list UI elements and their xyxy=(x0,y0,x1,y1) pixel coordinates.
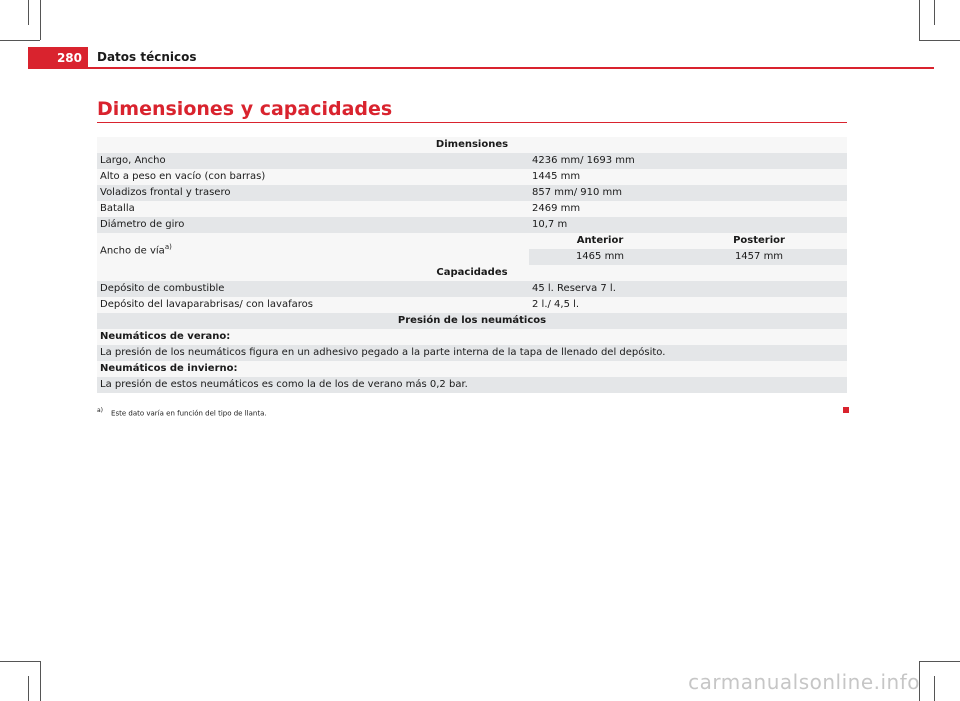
crop-mark xyxy=(0,661,40,662)
winter-text: La presión de estos neumáticos es como la de los de verano más 0,2 bar. xyxy=(97,377,847,393)
table-row xyxy=(97,185,847,201)
section-rule xyxy=(97,122,847,123)
table-row xyxy=(97,377,847,393)
table-row xyxy=(97,281,847,297)
header-rule xyxy=(28,67,934,69)
dimensions-header: Dimensiones xyxy=(97,137,847,153)
table-row xyxy=(97,169,847,185)
tyre-header-row xyxy=(97,313,847,329)
end-of-section-mark xyxy=(843,407,849,413)
crop-mark xyxy=(28,0,29,25)
table-row xyxy=(97,217,847,233)
watermark: carmanualsonline.info xyxy=(688,670,920,694)
table-row xyxy=(97,329,847,345)
track-rear-value: 1457 mm xyxy=(671,249,847,265)
footnote-ref: a) xyxy=(164,242,172,251)
row-value: 857 mm/ 910 mm xyxy=(529,185,847,201)
row-value: 1445 mm xyxy=(529,169,847,185)
row-value: 2 l./ 4,5 l. xyxy=(529,297,847,313)
crop-mark xyxy=(28,676,29,701)
table-row xyxy=(97,201,847,217)
crop-mark xyxy=(0,40,40,41)
summer-title: Neumáticos de verano: xyxy=(97,329,847,345)
row-value: 4236 mm/ 1693 mm xyxy=(529,153,847,169)
crop-mark xyxy=(919,0,920,40)
crop-mark xyxy=(919,40,960,41)
footnote xyxy=(97,407,267,417)
crop-mark xyxy=(40,661,41,701)
track-label-cell xyxy=(97,233,529,265)
dimensions-header-row xyxy=(97,137,847,153)
track-front-header: Anterior xyxy=(529,233,671,249)
crop-mark xyxy=(40,0,41,40)
section-title: Dimensiones y capacidades xyxy=(97,98,393,120)
crop-mark xyxy=(919,661,960,662)
winter-title: Neumáticos de invierno: xyxy=(97,361,847,377)
table-row xyxy=(97,297,847,313)
row-label: Batalla xyxy=(97,201,529,217)
row-label: Largo, Ancho xyxy=(97,153,529,169)
row-value: 2469 mm xyxy=(529,201,847,217)
track-rear-header: Posterior xyxy=(671,233,847,249)
track-front-value: 1465 mm xyxy=(529,249,671,265)
spec-table xyxy=(97,137,847,393)
capacities-header-row xyxy=(97,265,847,281)
row-label: Depósito del lavaparabrisas/ con lavafaros xyxy=(97,297,529,313)
table-row xyxy=(97,345,847,361)
table-row xyxy=(97,153,847,169)
track-label: Ancho de vía xyxy=(100,245,165,257)
track-row xyxy=(97,233,847,249)
page-number: 280 xyxy=(28,47,88,68)
tyre-header: Presión de los neumáticos xyxy=(97,313,847,329)
table-row xyxy=(97,361,847,377)
header-title: Datos técnicos xyxy=(97,50,197,64)
row-value: 45 l. Reserva 7 l. xyxy=(529,281,847,297)
footnote-text: Este dato varía en función del tipo de llanta. xyxy=(111,409,267,418)
crop-mark xyxy=(934,0,935,25)
capacities-header: Capacidades xyxy=(97,265,847,281)
row-label: Voladizos frontal y trasero xyxy=(97,185,529,201)
row-value: 10,7 m xyxy=(529,217,847,233)
summer-text: La presión de los neumáticos figura en un adhesivo pegado a la parte interna de la tapa de llenado del depósito. xyxy=(97,345,847,361)
footnote-mark: a) xyxy=(97,407,104,414)
row-label: Alto a peso en vacío (con barras) xyxy=(97,169,529,185)
row-label: Depósito de combustible xyxy=(97,281,529,297)
row-label: Diámetro de giro xyxy=(97,217,529,233)
crop-mark xyxy=(934,676,935,701)
